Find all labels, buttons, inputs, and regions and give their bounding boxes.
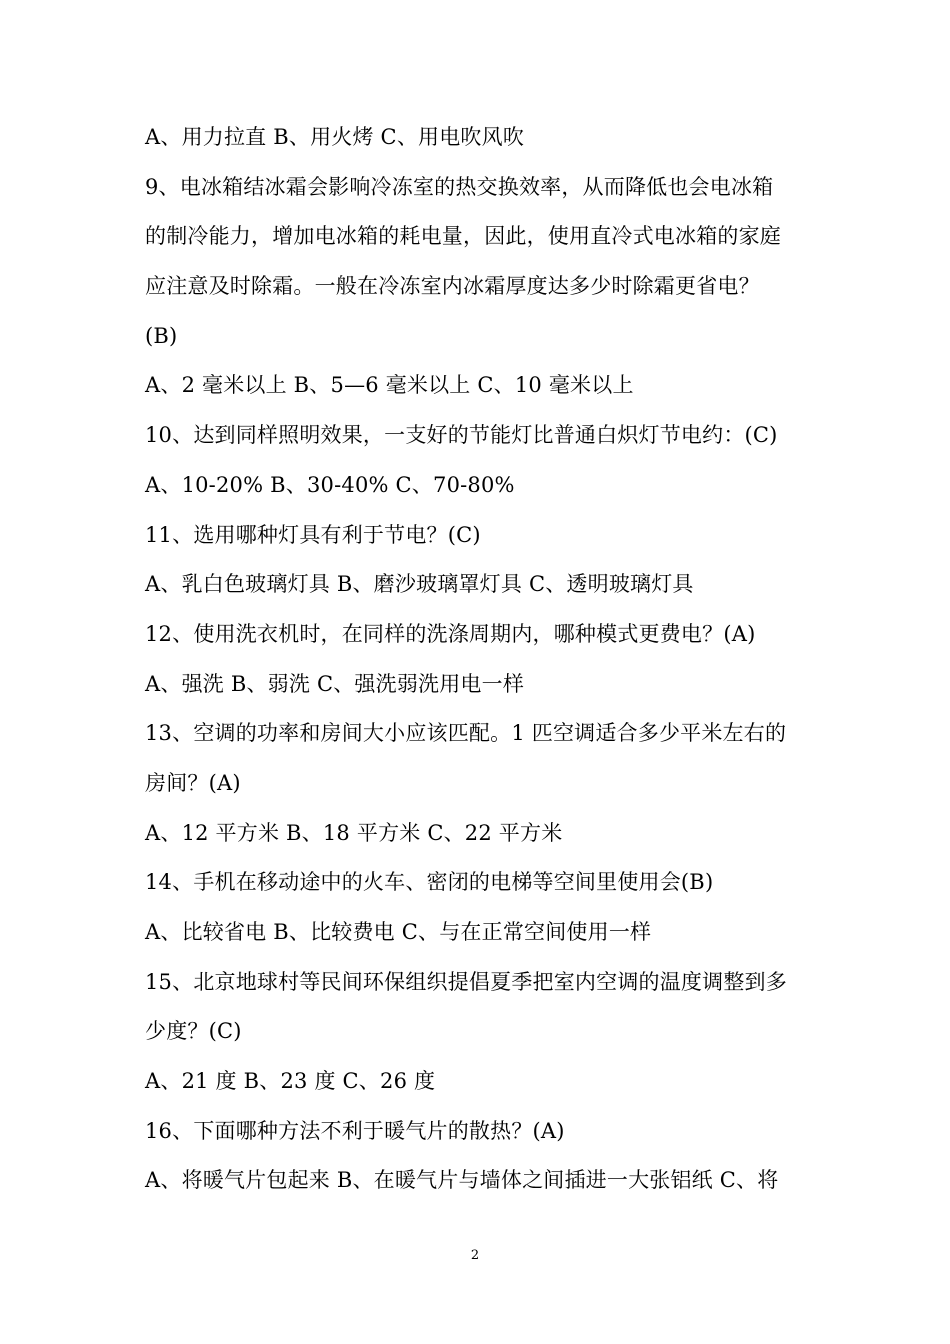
- text-line-18: 15、北京地球村等民间环保组织提倡夏季把室内空调的温度调整到多: [145, 969, 787, 994]
- text-line-11: 12、使用洗衣机时，在同样的洗涤周期内，哪种模式更费电？(A): [145, 621, 756, 646]
- text-line-5: (B): [145, 323, 178, 348]
- text-line-19: 少度？(C): [145, 1019, 242, 1044]
- text-line-15: A、12 平方米 B、18 平方米 C、22 平方米: [145, 820, 563, 845]
- text-line-16: 14、手机在移动途中的火车、密闭的电梯等空间里使用会(B): [145, 870, 714, 895]
- text-line-1: A、用力拉直 B、用火烤 C、用电吹风吹: [145, 125, 525, 149]
- text-line-4: 应注意及时除霜。一般在冷冻室内冰霜厚度达多少时除霜更省电？: [145, 274, 760, 299]
- text-line-9: 11、选用哪种灯具有利于节电？(C): [145, 522, 481, 547]
- text-line-7: 10、达到同样照明效果，一支好的节能灯比普通白炽灯节电约：(C): [145, 423, 778, 448]
- text-line-21: 16、下面哪种方法不利于暖气片的散热？(A): [145, 1118, 565, 1143]
- text-line-12: A、强洗 B、弱洗 C、强洗弱洗用电一样: [145, 671, 525, 696]
- text-line-20: A、21 度 B、23 度 C、26 度: [145, 1069, 436, 1094]
- text-line-14: 房间？(A): [145, 770, 241, 795]
- text-line-3: 的制冷能力，增加电冰箱的耗电量，因此，使用直冷式电冰箱的家庭: [145, 224, 781, 249]
- page-number: 2: [470, 1248, 480, 1263]
- text-line-2: 9、电冰箱结冰霜会影响冷冻室的热交换效率，从而降低也会电冰箱: [145, 174, 774, 199]
- text-line-10: A、乳白色玻璃灯具 B、磨沙玻璃罩灯具 C、透明玻璃灯具: [145, 572, 694, 597]
- text-line-6: A、2 毫米以上 B、5—6 毫米以上 C、10 毫米以上: [145, 373, 634, 398]
- text-line-8: A、10-20% B、30-40% C、70-80%: [145, 472, 515, 497]
- text-line-13: 13、空调的功率和房间大小应该匹配。1 匹空调适合多少平米左右的: [145, 721, 787, 746]
- text-line-22: A、将暖气片包起来 B、在暖气片与墙体之间插进一大张铝纸 C、将: [145, 1168, 779, 1193]
- page-content: [145, 113, 810, 1206]
- text-line-17: A、比较省电 B、比较费电 C、与在正常空间使用一样: [145, 920, 652, 944]
